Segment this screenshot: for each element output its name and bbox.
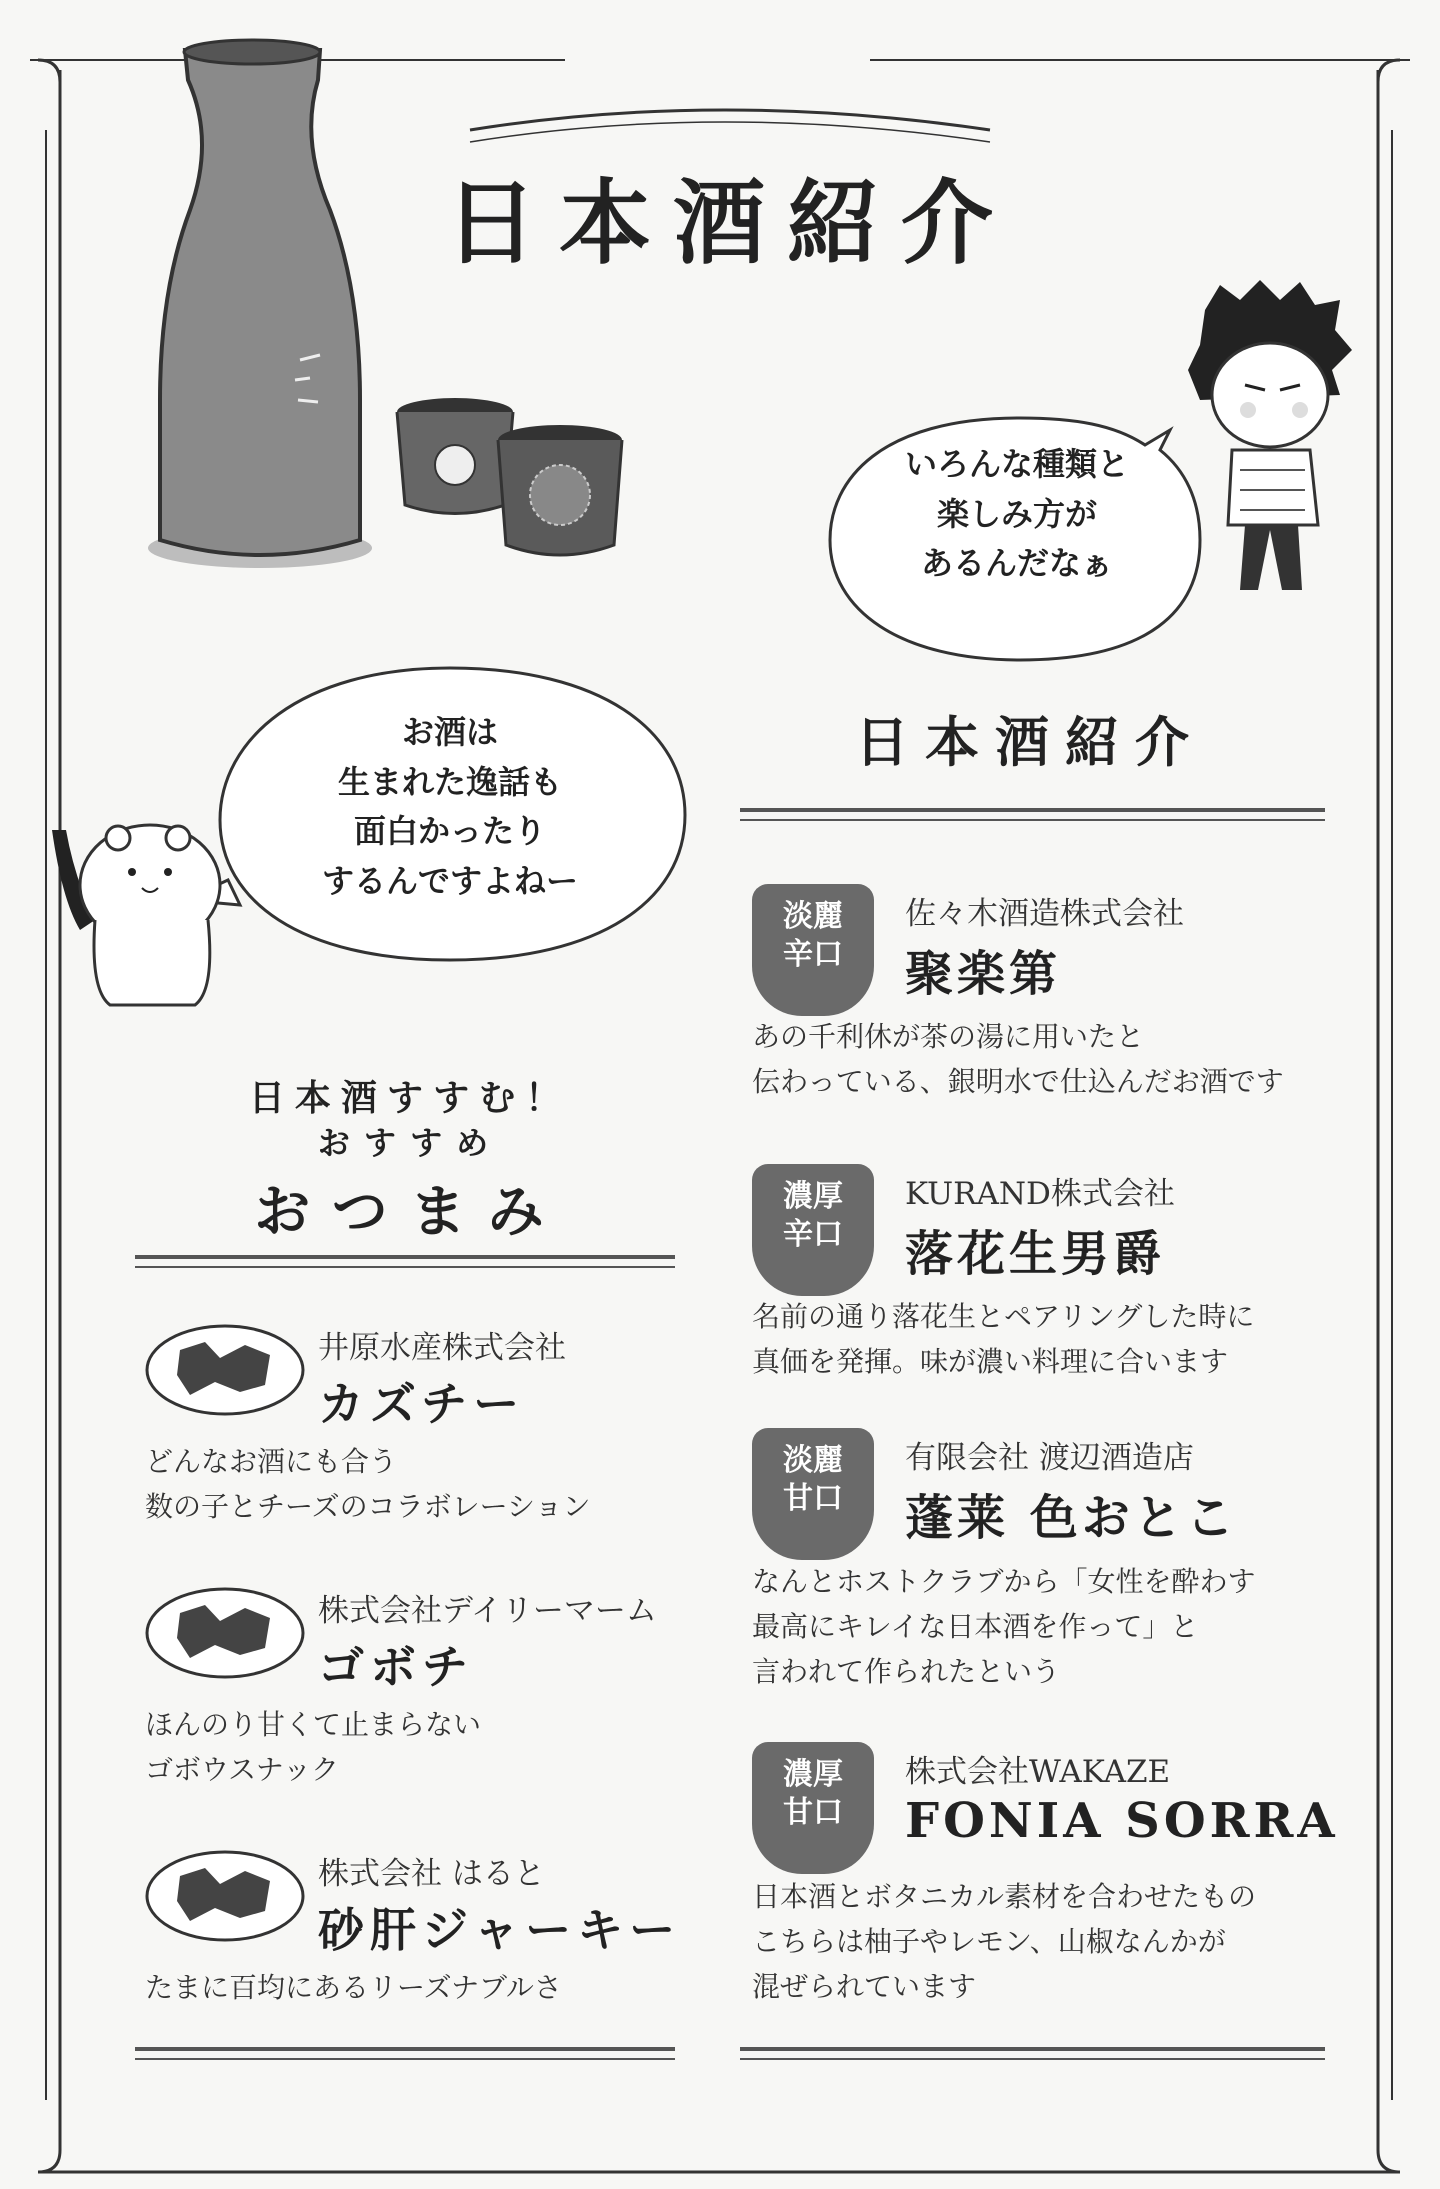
snack-company: 株式会社 はると [318,1856,545,1892]
bubble-left-line: 生まれた逸話も [337,762,562,801]
bubble-right-line: 楽しみ方が [936,494,1097,533]
desc-line: 日本酒とボタニカル素材を合わせたもの [752,1880,1257,1913]
bubble-left-line: お酒は [401,713,498,751]
badge-body: 淡麗 [783,1443,843,1478]
sake-section-title: 日本酒紹介 [855,710,1205,774]
sake-description [752,1015,1352,1105]
sake-cups-illustration [397,398,622,555]
sake-company: 株式会社WAKAZE [905,1754,1171,1790]
badge-body: 淡麗 [783,899,843,934]
boy-character-illustration [1188,280,1352,590]
badge-taste: 甘口 [783,1794,843,1830]
sake-product-name: 落花生男爵 [905,1226,1166,1282]
desc-line: ほんのり甘くて止まらない [145,1708,482,1741]
snack-description [145,1440,705,1530]
sake-company: 佐々木酒造株式会社 [905,896,1184,932]
bubble-left-text [250,708,650,906]
desc-line: 最高にキレイな日本酒を作って」と [752,1609,1199,1643]
desc-line: 真価を発揮。味が濃い料理に合います [752,1344,1229,1378]
desc-line: たまに百均にあるリーズナブルさ [145,1971,562,2004]
snack-description [145,1966,705,2011]
desc-line: 数の子とチーズのコラボレーション [145,1489,591,1523]
hamster-character-illustration [52,825,220,1005]
badge-taste: 辛口 [783,936,843,972]
sake-bottle-illustration [148,40,372,568]
bubble-right-line: いろんな種類と [904,445,1129,483]
sake-description [752,1295,1352,1385]
snack-product-name: ゴボチ [318,1640,474,1694]
sake-badge [752,884,874,1016]
bubble-right-text [842,440,1192,589]
main-title: 日本酒紹介 [444,169,1015,277]
snack-product-name: カズチー [318,1377,526,1431]
badge-taste: 辛口 [783,1216,843,1252]
sake-product-name: FONIA SORRA [905,1793,1339,1849]
snack-section-title-line2: おすすめ [317,1124,503,1162]
snack-product-name: 砂肝ジャーキー [318,1903,682,1957]
sake-product-name: 蓬莱 色おとこ [905,1490,1238,1546]
desc-line: こちらは柚子やレモン、山椒なんかが [752,1924,1226,1958]
sake-badge [752,1428,874,1560]
bubble-left-line: 面白かったり [353,812,546,851]
sake-description [752,1875,1352,2009]
bubble-right-line: あるんだなぁ [920,544,1113,583]
sake-description [752,1560,1352,1694]
desc-line: 名前の通り落花生とペアリングした時に [752,1300,1255,1333]
sake-company: KURAND株式会社 [905,1176,1175,1212]
snack-description [145,1703,705,1793]
snack-section-title-line3: おつまみ [254,1179,566,1245]
desc-line: 伝わっている、銀明水で仕込んだお酒です [752,1064,1284,1098]
snack-icons [147,1326,303,1940]
badge-taste: 甘口 [783,1480,843,1516]
desc-line: ゴボウスナック [145,1752,340,1786]
sake-badge [752,1164,874,1296]
sake-company: 有限会社 渡辺酒造店 [905,1440,1194,1476]
desc-line: なんとホストクラブから「女性を酔わす [752,1565,1256,1598]
desc-line: どんなお酒にも合う [145,1445,398,1478]
badge-body: 濃厚 [783,1757,843,1792]
snack-section-title-line1: 日本酒すすむ！ [248,1077,572,1119]
snack-company: 株式会社デイリーマーム [318,1593,657,1629]
desc-line: あの千利休が茶の湯に用いたと [752,1020,1145,1053]
sake-badge [752,1742,874,1874]
bubble-left-line: するんですよねー [321,861,578,900]
snack-company: 井原水産株式会社 [318,1330,566,1366]
badge-body: 濃厚 [783,1179,843,1214]
sake-product-name: 聚楽第 [905,946,1062,1002]
desc-line: 言われて作られたという [752,1654,1061,1688]
desc-line: 混ぜられています [752,1969,977,2003]
